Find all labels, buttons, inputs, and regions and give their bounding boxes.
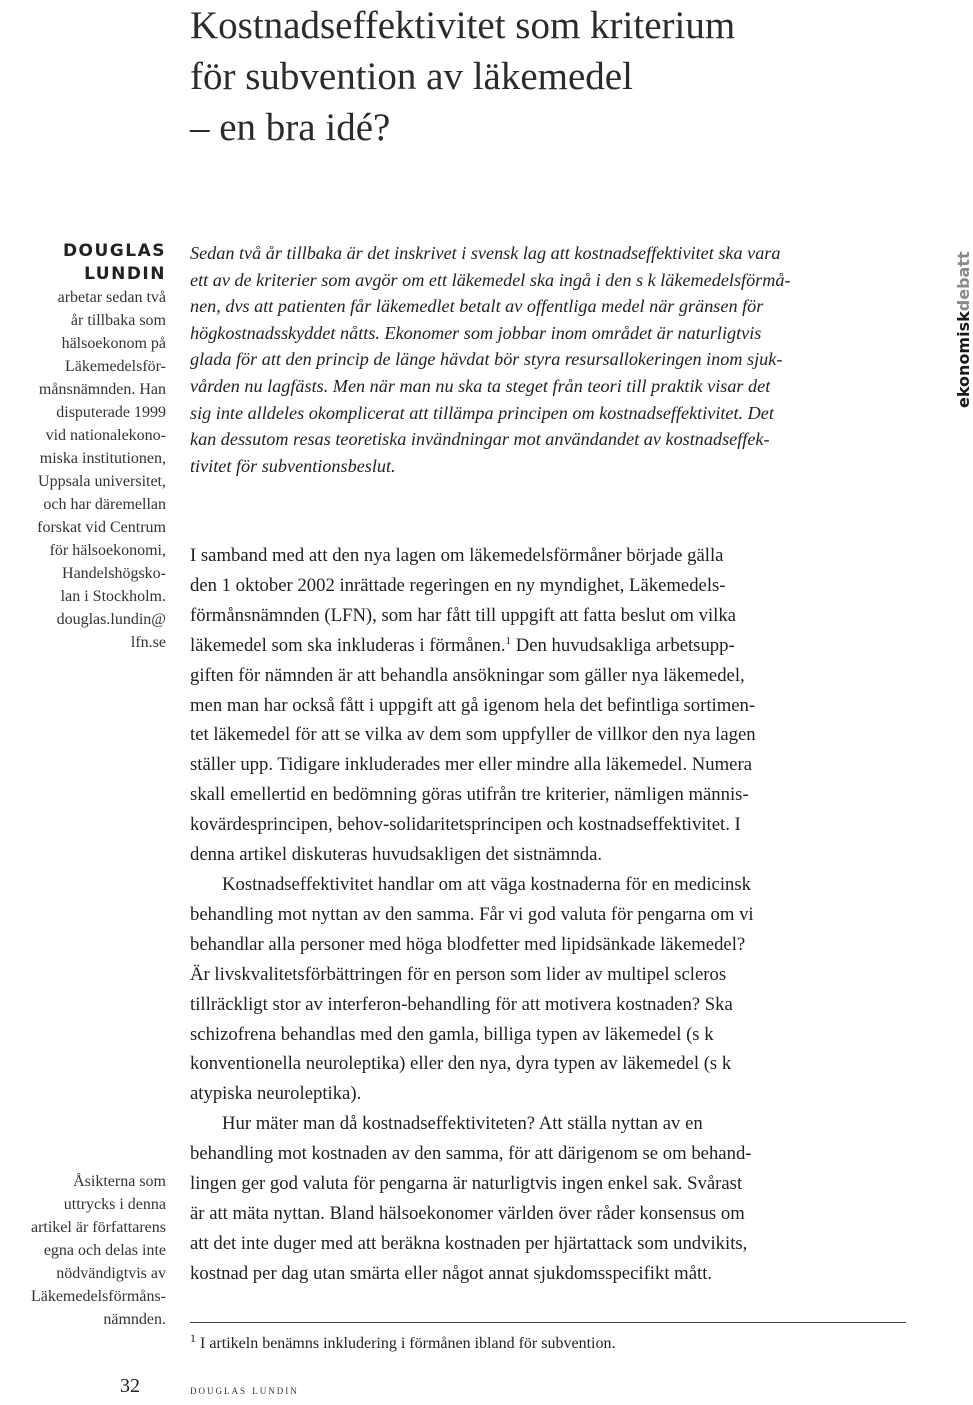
ingress-line: kan dessutom resas teoretiska invändningar mot användandet av kostnadseffek- [190,429,770,450]
body-line: den 1 oktober 2002 inrättade regeringen en ny myndighet, Läkemedels- [190,574,726,596]
body-line: tillräckligt stor av interferon-behandling för att motivera kostnaden? Ska [190,993,733,1015]
body-line: Hur mäter man då kostnadseffektiviteten? Att ställa nyttan av en [222,1113,703,1135]
body-line: giften för nämnden är att behandla ansökningar som gäller nya läkemedel, [190,664,745,686]
title-line: – en bra idé? [190,106,391,149]
body-line: tet läkemedel för att se vilka av dem som uppfyller de villkor den nya lagen [190,724,756,746]
paragraph-3 [190,1109,902,1288]
paragraph-2 [190,870,902,1109]
body-line: men man har också fått i uppgift att gå igenom hela det befintliga sortimen- [190,694,756,716]
bio-line: år tillbaka som [70,312,166,329]
body-line: Är livskvalitetsförbättringen för en person som lider av multipel scleros [190,963,727,985]
disclaimer-line: egna och delas inte [43,1242,166,1259]
bio-line: och har däremellan [43,496,166,513]
body-line: behandling mot kostnaden av den samma, för att därigenom se om behand- [190,1143,752,1165]
disclaimer-line: Åsikterna som [73,1173,166,1190]
ingress-line: ett av de kriterier som avgör om ett läkemedel ska ingå i den s k läkemedelsförmå- [190,269,791,290]
ingress-line: Sedan två år tillbaka är det inskrivet i svensk lag att kostnadseffektivitet ska vara [190,243,781,263]
running-footer-author: douglas lundin [190,1382,299,1397]
footnote-text: I artikeln benämns inkludering i förmånen ibland för subvention. [200,1335,616,1352]
author-email-line[interactable]: lfn.se [130,634,166,651]
ingress-line: vården nu lagfästs. Men när man nu ska ta steget från teori till praktik visar det [190,375,771,396]
journal-logo [918,248,973,408]
bio-line: Handelshögsko- [62,565,166,582]
journal-logo-text [954,251,973,408]
bio-line: lan i Stockholm. [60,588,166,605]
disclaimer-line: artikel är författarens [30,1219,166,1236]
disclaimer-line: Läkemedelsförmåns- [30,1288,166,1305]
body-line: behandlar alla personer med höga blodfetter med lipidsänkade läkemedel? [190,933,746,955]
author-bio [0,240,166,654]
bio-line: forskat vid Centrum [37,519,166,536]
body-line: behandling mot nyttan av den samma. Får vi god valuta för pengarna om vi [190,903,754,925]
bio-line: för hälsoekonomi, [49,542,166,559]
bio-line: Läkemedelsför- [65,358,166,375]
author-name-line: LUNDIN [84,264,166,284]
body-line: att det inte duger med att beräkna kostnaden per hjärtattack som undvikits, [190,1232,748,1254]
bio-line: Uppsala universitet, [38,473,166,490]
disclaimer [0,1170,166,1331]
paragraph-1 [190,541,902,870]
article-title [190,0,890,153]
body-line: lingen ger god valuta för pengarna är naturligtvis ingen enkel sak. Svårast [190,1173,743,1195]
disclaimer-line: nödvändigtvis av [56,1265,166,1282]
ingress-line: tivitet för subventionsbeslut. [190,455,396,476]
ingress-line: glada för att den princip de länge hävdat bör styra resursallokeringen inom sjuk- [190,349,783,370]
body-line: Kostnadseffektivitet handlar om att väga kostnaderna för en medicinsk [222,873,751,895]
body-line-text: läkemedel som ska inkluderas i förmånen. [190,634,506,656]
bio-line: hälsoekonom på [61,335,166,352]
body-line: I samband med att den nya lagen om läkemedelsförmåner började gälla [190,545,724,566]
body-line: kovärdesprincipen, behov-solidaritetsprincipen och kostnadseffektivitet. I [190,814,741,836]
author-email-line[interactable]: douglas.lundin@ [56,611,166,628]
body-line: kostnad per dag utan smärta eller något annat sjukdomsspecifikt mått. [190,1262,713,1284]
bio-line: disputerade 1999 [56,404,166,421]
body-line: schizofrena behandlas med den gamla, billiga typen av läkemedel (s k [190,1023,714,1045]
ingress [190,240,902,479]
title-line: för subvention av läkemedel [190,55,633,98]
body-line: skall emellertid en bedömning göras utifrån tre kriterier, nämligen männis- [190,784,749,806]
body-line: förmånsnämnden (LFN), som har fått till uppgift att fatta beslut om vilka [190,604,736,626]
ingress-line: högkostnadsskyddet nåtts. Ekonomer som jobbar inom området är naturligtvis [190,322,762,343]
bio-line: miska institutionen, [39,450,166,467]
body-line: ställer upp. Tidigare inkluderades mer eller mindre alla läkemedel. Numera [190,754,752,776]
author-name-line: DOUGLAS [62,241,166,261]
body-line: är att mäta nyttan. Bland hälsoekonomer världen över råder konsensus om [190,1202,745,1224]
footnote-number: 1 [190,1331,196,1345]
ingress-line: nen, dvs att patienten får läkemedlet betalt av offentliga medel när gränsen för [190,296,764,317]
bio-line: vid nationalekono- [45,427,166,444]
footnote-divider [190,1322,906,1323]
footnote-marker[interactable]: 1 [505,634,512,647]
disclaimer-line: uttrycks i denna [63,1196,166,1213]
body-line-with-footnote [190,631,902,661]
bio-line: månsnämnden. Han [38,381,166,398]
logo-part-ekonomisk: ekonomisk [954,311,973,408]
body-text [190,541,902,1289]
body-line: konventionella neuroleptika) eller den nya, dyra typen av läkemedel (s k [190,1053,732,1075]
author-name [0,240,166,286]
body-line: denna artikel diskuteras huvudsakligen det sistnämnda. [190,844,603,866]
body-line: atypiska neuroleptika). [190,1083,362,1105]
page-number: 32 [120,1375,140,1397]
body-line-text: Den huvudsakliga arbetsupp- [511,634,735,656]
title-line: Kostnadseffektivitet som kriterium [190,4,736,47]
bio-line: arbetar sedan två [57,289,166,306]
logo-part-debatt: debatt [954,251,973,312]
footnote [190,1333,906,1355]
ingress-line: sig inte alldeles okomplicerat att tillämpa principen om kostnadseffektivitet. Det [190,402,774,423]
disclaimer-line: nämnden. [103,1311,166,1328]
